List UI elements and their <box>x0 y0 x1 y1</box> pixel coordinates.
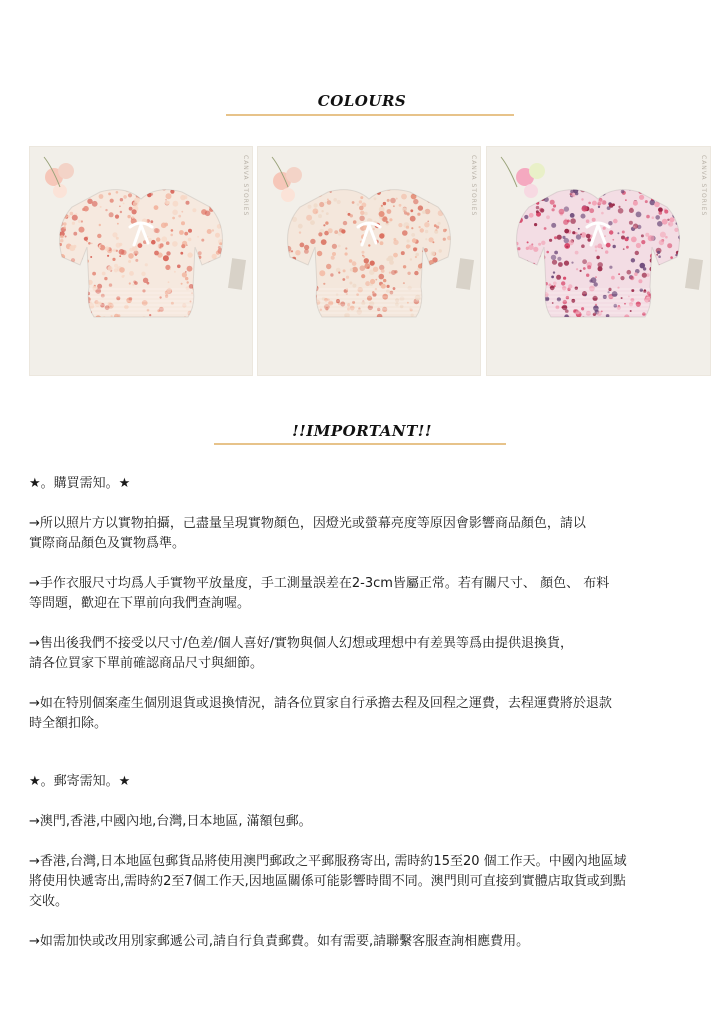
purchase-heading: ★。購買需知。★ <box>29 476 131 491</box>
product-photo-beige[interactable] <box>257 146 481 376</box>
watermark-text: CANVA STORIES <box>242 155 249 217</box>
blouse-shape <box>49 180 235 323</box>
purchase-line: →所以照片方以實物拍攝，己盡量呈現實物顏色，因燈光或螢幕亮度等原因會影響商品顏色，請以 <box>29 516 586 531</box>
peach-blouse-image <box>30 147 252 375</box>
blouse-shape <box>504 180 691 325</box>
shipping-notice <box>29 772 669 952</box>
flower-decoration <box>501 157 545 198</box>
pink-blouse-image <box>487 147 710 375</box>
purchase-line: 等問題，歡迎在下單前向我們查詢喔。 <box>29 596 251 611</box>
purchase-line: 實際商品顏色及實物爲準。 <box>29 536 186 551</box>
purchase-line: 請各位買家下單前確認商品尺寸與細節。 <box>29 656 264 671</box>
purchase-notice <box>29 474 669 734</box>
product-photo-pink[interactable] <box>486 146 711 376</box>
flower-decoration <box>44 157 74 198</box>
purchase-line: →售出後我們不接受以尺寸/色差/個人喜好/實物與個人幻想或理想中有差異等爲由提供退換貨， <box>29 636 574 651</box>
purchase-line: →手作衣服尺寸均爲人手實物平放量度，手工測量誤差在2-3cm皆屬正常。若有關尺寸、 顏色、 布料 <box>29 576 610 591</box>
colours-heading: COLOURS <box>317 92 407 110</box>
blouse-shape <box>277 180 461 324</box>
important-divider <box>214 443 506 445</box>
flower-decoration <box>272 157 302 202</box>
watermark-text: CANVA STORIES <box>700 155 707 217</box>
shipping-line: 將使用快遞寄出,需時約2至7個工作天,因地區關係可能影響時間不同。澳門則可直接到實體店取貨或到點 <box>29 874 626 889</box>
purchase-line: 時全額扣除。 <box>29 716 108 731</box>
shipping-heading: ★。郵寄需知。★ <box>29 774 131 789</box>
beige-blouse-image <box>258 147 480 375</box>
shipping-line: →澳門,香港,中國內地,台灣,日本地區, 滿額包郵。 <box>29 814 312 829</box>
purchase-line: →如在特別個案產生個別退貨或退換情況，請各位買家自行承擔去程及回程之運費，去程運費將於退款 <box>29 696 612 711</box>
shipping-line: →如需加快或改用別家郵遞公司,請自行負責郵費。如有需要,請聯繫客服查詢相應費用。 <box>29 934 530 949</box>
important-heading: !!IMPORTANT!! <box>292 422 432 440</box>
watermark-text: CANVA STORIES <box>470 155 477 217</box>
colours-divider <box>226 114 514 116</box>
shipping-line: 交收。 <box>29 894 69 909</box>
shipping-line: →香港,台灣,日本地區包郵貨品將使用澳門郵政之平郵服務寄出, 需時約15至20 個工作天。中國內地區域 <box>29 854 627 869</box>
product-photo-peach[interactable] <box>29 146 253 376</box>
